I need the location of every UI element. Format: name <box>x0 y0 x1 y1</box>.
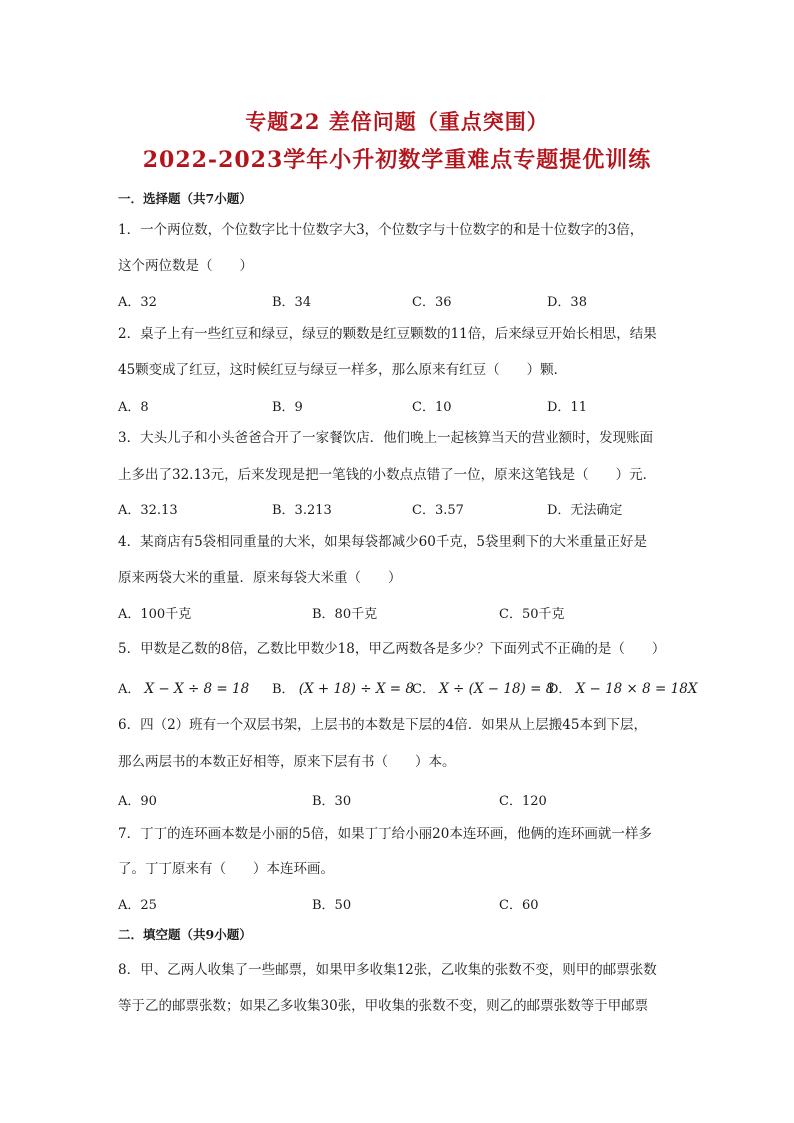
option-d: D．无法确定 <box>547 503 623 518</box>
option-a: A．32.13 <box>118 503 178 518</box>
option-c: C．120 <box>499 794 547 809</box>
option-a-formula: X − X ÷ 8 = 18 <box>144 681 250 697</box>
q5-line-1: 5．甲数是乙数的8倍，乙数比甲数少18，甲乙两数各是多少？下面列式不正确的是（ ） <box>118 641 666 657</box>
option-a-letter: A． <box>118 682 141 697</box>
q6-options <box>118 790 678 810</box>
option-b: B．50 <box>312 898 352 913</box>
section-heading-fill: 二．填空题（共9小题） <box>118 927 252 942</box>
option-c: C．60 <box>499 898 539 913</box>
q4-line-1: 4．某商店有5袋相同重量的大米，如果每袋都减少60千克，5袋里剩下的大米重量正好是 <box>118 534 647 550</box>
q3-line-1: 3．大头儿子和小头爸爸合开了一家餐饮店．他们晚上一起核算当天的营业额时，发现账面 <box>118 430 654 446</box>
option-b: B．34 <box>272 295 312 310</box>
q8-line-1: 8．甲、乙两人收集了一些邮票，如果甲多收集12张，乙收集的张数不变，则甲的邮票张数 <box>118 962 657 978</box>
title-line-1: 专题22 差倍问题（重点突围） <box>245 109 549 134</box>
option-a: A．100千克 <box>118 607 192 622</box>
option-a: A．32 <box>118 295 157 310</box>
option-b-letter: B． <box>272 682 295 697</box>
q7-options <box>118 894 678 914</box>
option-c: C．10 <box>412 400 452 415</box>
option-a: A．90 <box>118 794 157 809</box>
option-b: B．9 <box>272 400 303 415</box>
option-b: B．80千克 <box>312 607 378 622</box>
option-d <box>548 678 697 697</box>
option-a: A．25 <box>118 898 157 913</box>
q5-options <box>118 678 698 698</box>
option-c <box>412 678 554 697</box>
q1-line-1: 1．一个两位数，个位数字比十位数字大3，个位数字与十位数字的和是十位数字的3倍， <box>118 222 644 238</box>
option-b <box>272 678 414 697</box>
q6-line-2: 那么两层书的本数正好相等，原来下层有书（ ）本。 <box>118 754 456 770</box>
q4-line-2: 原来两袋大米的重量．原来每袋大米重（ ） <box>118 570 402 586</box>
q3-line-2: 上多出了32.13元，后来发现是把一笔钱的小数点点错了一位，原来这笔钱是（ ）元． <box>118 467 657 483</box>
q2-line-2: 45颗变成了红豆，这时候红豆与绿豆一样多，那么原来有红豆（ ）颗． <box>118 362 568 378</box>
q8-line-2: 等于乙的邮票张数；如果乙多收集30张，甲收集的张数不变，则乙的邮票张数等于甲邮票 <box>118 998 649 1014</box>
q7-line-2: 了。丁丁原来有（ ）本连环画。 <box>118 861 334 877</box>
option-b: B．3.213 <box>272 503 332 518</box>
q7-line-1: 7．丁丁的连环画本数是小丽的5倍，如果丁丁给小丽20本连环画，他俩的连环画就一样多 <box>118 826 652 842</box>
q2-line-1: 2．桌子上有一些红豆和绿豆，绿豆的颗数是红豆颗数的11倍，后来绿豆开始长相思，结果 <box>118 326 657 342</box>
q2-options <box>118 396 678 416</box>
option-c-letter: C． <box>412 682 435 697</box>
option-a <box>118 678 249 697</box>
section-heading-choice: 一．选择题（共7小题） <box>118 191 252 206</box>
q1-line-2: 这个两位数是（ ） <box>118 258 253 274</box>
option-b: B．30 <box>312 794 352 809</box>
title-line-2: 2022-2023学年小升初数学重难点专题提优训练 <box>142 147 652 173</box>
option-c: C．3.57 <box>412 503 464 518</box>
option-d: D．38 <box>547 295 587 310</box>
option-c: C．36 <box>412 295 452 310</box>
option-c-formula: X ÷ (X − 18) = 8 <box>439 681 555 697</box>
option-c: C．50千克 <box>499 607 565 622</box>
option-d-formula: X − 18 × 8 = 18X <box>575 681 698 697</box>
option-b-formula: (X + 18) ÷ X = 8 <box>298 681 414 697</box>
option-d: D．11 <box>547 400 587 415</box>
q3-options <box>118 499 678 519</box>
q4-options <box>118 603 678 623</box>
option-a: A．8 <box>118 400 149 415</box>
q6-line-1: 6．四（2）班有一个双层书架，上层书的本数是下层的4倍．如果从上层搬45本到下层， <box>118 717 647 733</box>
option-d-letter: D． <box>548 682 572 697</box>
q1-options <box>118 291 678 311</box>
